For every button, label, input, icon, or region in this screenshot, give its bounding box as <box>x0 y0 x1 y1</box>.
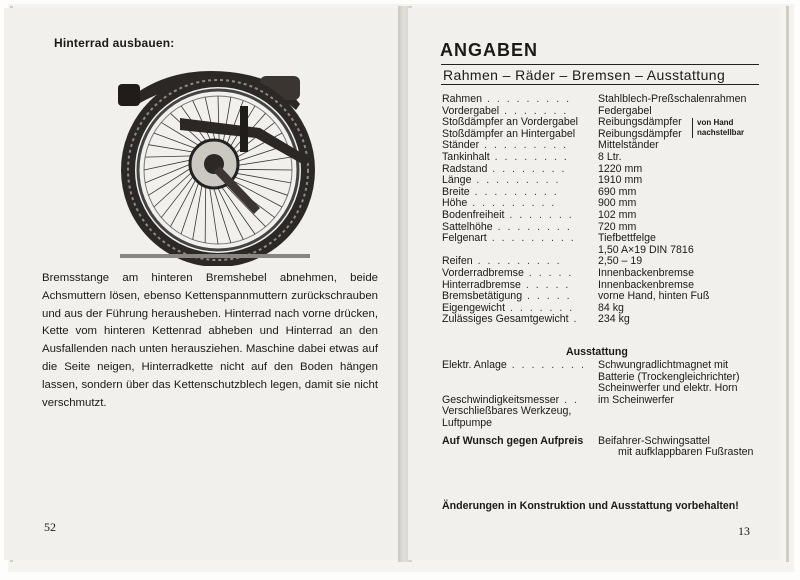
spec-label-text: Zulässiges Gesamtgewicht <box>442 314 569 326</box>
spec-leader-dots: . . . . . . . . <box>492 221 572 233</box>
footer-note: Änderungen in Konstruktion und Ausstattung vorbehalten! <box>442 500 739 512</box>
optional-row <box>442 447 762 459</box>
spec-label-text: Stoßdämpfer an Vordergabel <box>442 117 579 129</box>
equipment-row <box>442 395 762 407</box>
spec-leader-dots: . . . . . . . <box>505 302 575 314</box>
equipment-label-text: Luftpumpe <box>442 417 493 429</box>
spec-label-text: Länge <box>442 175 472 187</box>
spec-label <box>442 198 598 210</box>
optional-block <box>442 436 762 459</box>
equipment-value <box>598 406 762 418</box>
spec-label-text: Rahmen <box>442 94 483 105</box>
spec-label <box>442 164 598 176</box>
equipment-label <box>442 360 598 372</box>
spec-label-text: Tankinhalt <box>442 151 490 163</box>
spec-label-text: Reifen <box>442 256 473 268</box>
spec-label <box>442 94 598 106</box>
spec-leader-dots: . . . . . . . . <box>487 163 567 175</box>
equipment-leader-dots: . . . . . . . . <box>506 360 586 371</box>
spec-label-text: Breite <box>442 186 470 198</box>
spec-leader-dots: . . . . . . . . . <box>469 186 559 198</box>
spec-label-text: Sattelhöhe <box>442 221 493 233</box>
spec-label <box>442 210 598 222</box>
spec-label-text: Höhe <box>442 198 468 210</box>
damper-note-line1: von Hand <box>697 118 734 127</box>
spec-row <box>442 94 762 106</box>
equipment-label-text: Elektr. Anlage <box>442 360 507 371</box>
right-subtitle: Rahmen – Räder – Bremsen – Ausstattung <box>441 64 759 85</box>
spec-row <box>442 152 762 164</box>
spec-label-text: Eigengewicht <box>442 302 506 314</box>
spec-label-text: Stoßdämpfer an Hintergabel <box>442 128 576 140</box>
spec-value: 234 kg <box>598 313 630 326</box>
spec-leader-dots: . . . . . . . <box>504 209 574 221</box>
equipment-label <box>442 372 598 384</box>
equipment-row <box>442 406 762 418</box>
spec-label-text: Bodenfreiheit <box>442 209 505 221</box>
spec-leader-dots: . . . . . . . . . <box>472 256 562 268</box>
spec-leader-dots: . . . . . . . . <box>489 151 569 163</box>
spec-leader-dots: . . . . . . . . . <box>467 198 557 210</box>
left-paragraph <box>42 270 378 412</box>
spec-value: 900 mm <box>598 197 637 210</box>
spec-row <box>442 233 762 245</box>
spec-label <box>442 187 598 199</box>
optional-label: Auf Wunsch gegen Aufpreis <box>442 435 584 447</box>
spec-value: 1,50 A×19 DIN 7816 <box>598 243 694 256</box>
left-heading: Hinterrad ausbauen: <box>54 36 175 50</box>
spec-label-text: Ständer <box>442 140 480 152</box>
spec-label <box>442 256 598 268</box>
left-paragraph-text: Bremsstange am hinteren Bremshebel abnehmen, beide Achsmuttern lösen, ebenso Kettenspannmuttern zurückschrauben und aus der Führung herausheben. Hinterrad nach vorne drücken, Kette vom hinteren Kettenrad abheben und Hinterrad an den Ausfallenden nach unten herausziehen. Maschine dabei etwas auf die Seite neigen, Hinterradkette nicht auf den Boden hängen lassen, sondern über das Kettenschutzblech legen, damit sie nicht verschmutzt. <box>42 272 378 409</box>
spec-label-text: Vorderradbremse <box>442 267 524 279</box>
spec-leader-dots: . <box>568 314 579 326</box>
spec-leader-dots: . . . . . <box>523 267 574 279</box>
equipment-label <box>442 383 598 395</box>
spec-label <box>442 106 598 118</box>
equipment-value <box>598 418 762 430</box>
spec-label <box>442 233 598 245</box>
equipment-label <box>442 395 598 407</box>
spec-row <box>442 314 762 326</box>
left-page-number: 52 <box>44 520 56 534</box>
spec-leader-dots: . . . . . . . <box>499 105 569 117</box>
spec-row <box>442 291 762 303</box>
equipment-heading: Ausstattung <box>566 346 628 358</box>
equipment-row <box>442 360 762 372</box>
spec-label <box>442 280 598 292</box>
spec-label <box>442 314 598 326</box>
spec-leader-dots: . . . . . . . . . <box>486 233 576 245</box>
spec-value: 8 Ltr. <box>598 150 622 163</box>
equipment-leader-dots: . . <box>559 394 579 406</box>
spec-value: vorne Hand, hinten Fuß <box>598 290 710 303</box>
spec-label-text: Felgenart <box>442 233 487 245</box>
damper-note <box>692 118 744 138</box>
spec-value: Reibungsdämpfer <box>598 127 682 140</box>
spec-value: Innenbackenbremse <box>598 278 694 291</box>
equipment-value: Batterie (Trockengleichrichter) <box>598 370 740 383</box>
spec-value: Federgabel <box>598 104 652 117</box>
spec-value: Tiefbettfelge <box>598 232 656 245</box>
spec-value: 102 mm <box>598 208 637 221</box>
equipment-table <box>442 360 762 459</box>
spec-value: 2,50 – 19 <box>598 255 643 268</box>
spec-leader-dots: . . . . . . . . . <box>482 94 572 105</box>
spec-value: Reibungsdämpfer <box>598 116 682 129</box>
spec-label <box>442 222 598 234</box>
equipment-label-text: Verschließbares Werkzeug, <box>442 406 572 418</box>
spec-label-text: Hinterradbremse <box>442 279 521 291</box>
spec-leader-dots: . . . . . <box>522 291 572 303</box>
spec-value: 84 kg <box>598 301 624 314</box>
right-page-edge <box>786 6 789 562</box>
right-title: ANGABEN <box>440 40 539 60</box>
spec-value: Stahlblech-Preßschalenrahmen <box>598 93 747 105</box>
spec-leader-dots: . . . . . . . . . <box>479 140 569 152</box>
spec-label <box>442 268 598 280</box>
spec-label <box>442 140 598 152</box>
optional-value: mit aufklappbaren Fußrasten <box>618 446 754 459</box>
equipment-value: Schwungradlichtmagnet mit <box>598 359 729 371</box>
equipment-label <box>442 406 598 418</box>
equipment-label-text: Geschwindigkeitsmesser <box>442 394 560 406</box>
damper-note-line2: nachstellbar <box>697 128 745 137</box>
right-page-number: 13 <box>738 524 750 538</box>
spec-label <box>442 245 598 257</box>
spec-label-text: Radstand <box>442 163 488 175</box>
spec-label-text: Vordergabel <box>442 105 500 117</box>
rear-wheel-illustration <box>110 58 320 266</box>
spec-value: 690 mm <box>598 185 637 198</box>
spec-label <box>442 152 598 164</box>
equipment-row <box>442 418 762 430</box>
equipment-value: Scheinwerfer und elektr. Horn <box>598 382 738 395</box>
spec-value: Mittelständer <box>598 139 659 152</box>
equipment-value: im Scheinwerfer <box>598 393 674 406</box>
spec-row <box>442 268 762 280</box>
spec-label-text: Bremsbetätigung <box>442 291 523 303</box>
equipment-label <box>442 418 598 430</box>
optional-label <box>442 447 598 459</box>
spec-label <box>442 303 598 315</box>
spec-label <box>442 117 598 129</box>
spec-row <box>442 175 762 187</box>
spec-label <box>442 175 598 187</box>
spec-leader-dots: . . . . . . . . . <box>471 175 561 187</box>
optional-value: Beifahrer-Schwingsattel <box>598 434 710 447</box>
spec-value: 1910 mm <box>598 174 643 187</box>
spec-value: Innenbackenbremse <box>598 266 694 279</box>
spec-value: 720 mm <box>598 220 637 233</box>
spec-label <box>442 129 598 141</box>
spec-leader-dots: . . . . . <box>520 279 571 291</box>
spec-label <box>442 291 598 303</box>
spec-row <box>442 210 762 222</box>
spec-value: 1220 mm <box>598 162 643 175</box>
